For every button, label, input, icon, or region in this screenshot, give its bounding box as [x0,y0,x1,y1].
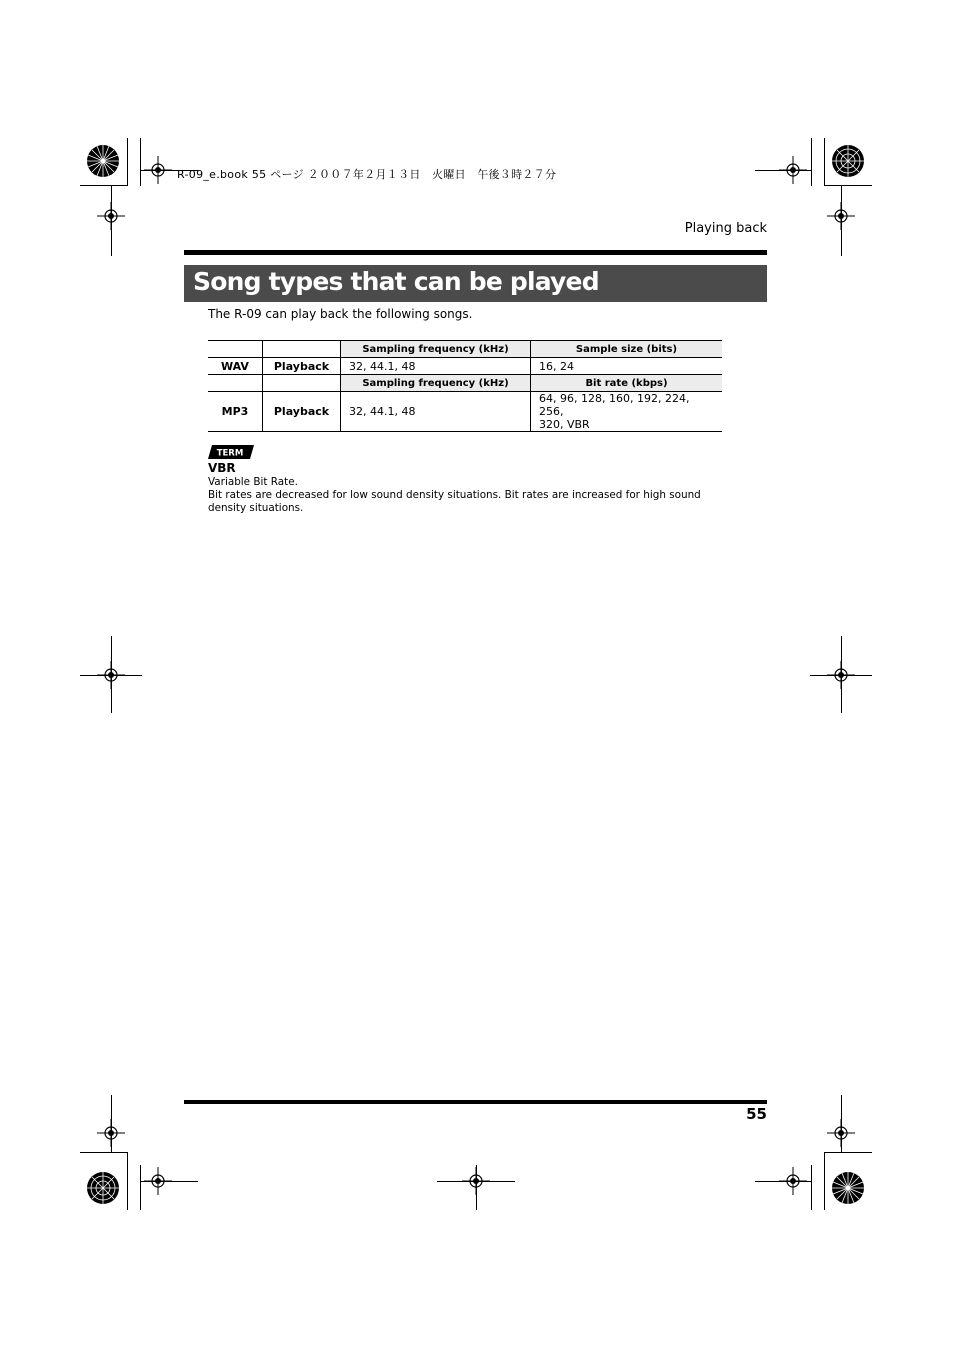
header-bit-rate: Bit rate (kbps) [531,375,723,392]
crop-mark [111,1095,112,1152]
print-rosette-mark [86,1171,120,1205]
term-badge [208,445,254,459]
table-header-row [208,341,722,358]
crop-mark [476,1165,477,1210]
crop-mark [140,138,141,186]
crop-mark [824,1152,825,1210]
running-header: Playing back [684,221,767,236]
header-sample-size: Sample size (bits) [531,341,723,358]
mp3-bit-rate-line: 64, 96, 128, 160, 192, 224, 256, [539,392,690,418]
crop-mark [811,138,812,186]
term-body [208,476,728,515]
page-number: 55 [746,1105,767,1123]
crop-mark [841,1095,842,1152]
crop-mark [140,1165,141,1210]
header-sampling-frequency: Sampling frequency (kHz) [341,341,531,358]
crop-mark [755,170,811,171]
mp3-bit-rate-line: 320, VBR [539,418,590,431]
crop-mark [127,138,128,186]
crop-mark [824,185,872,186]
print-rosette-mark [831,144,865,178]
term-badge-label: TERM [216,448,244,459]
mode-playback: Playback [263,392,341,432]
wav-sampling-frequency: 32, 44.1, 48 [341,358,531,375]
table-row [208,358,722,375]
crop-mark [80,675,142,676]
print-rosette-mark [831,1171,865,1205]
mp3-bit-rate [531,392,723,432]
table-cell [263,341,341,358]
page-title: Song types that can be played [193,267,599,296]
crop-mark [111,186,112,256]
print-rosette-mark [86,144,120,178]
crop-mark [80,185,127,186]
wav-sample-size: 16, 24 [531,358,723,375]
crop-mark [140,1181,198,1182]
crop-mark [810,675,872,676]
table-row [208,392,722,432]
term-description: Bit rates are decreased for low sound density situations. Bit rates are increased for high sound density situations. [208,489,701,514]
term-definition: Variable Bit Rate. [208,476,298,488]
crop-mark [127,1152,128,1210]
mode-playback: Playback [263,358,341,375]
crop-mark [80,1152,127,1153]
table-cell [208,375,263,392]
song-types-table [208,340,722,432]
title-bar [184,265,767,302]
crop-mark [755,1181,811,1182]
crop-mark [824,138,825,186]
intro-text: The R-09 can play back the following songs. [208,307,473,321]
format-mp3: MP3 [208,392,263,432]
crop-mark [824,1152,872,1153]
crop-mark [811,1165,812,1210]
table-cell [263,375,341,392]
format-wav: WAV [208,358,263,375]
top-rule [184,250,767,255]
mp3-sampling-frequency: 32, 44.1, 48 [341,392,531,432]
crop-mark [841,186,842,256]
table-header-row [208,375,722,392]
term-title: VBR [208,461,236,475]
bottom-rule [184,1100,767,1104]
header-sampling-frequency: Sampling frequency (kHz) [341,375,531,392]
table-cell [208,341,263,358]
print-info-slug: R-09_e.book 55 ページ ２００７年２月１３日 火曜日 午後３時２７分 [177,168,557,181]
